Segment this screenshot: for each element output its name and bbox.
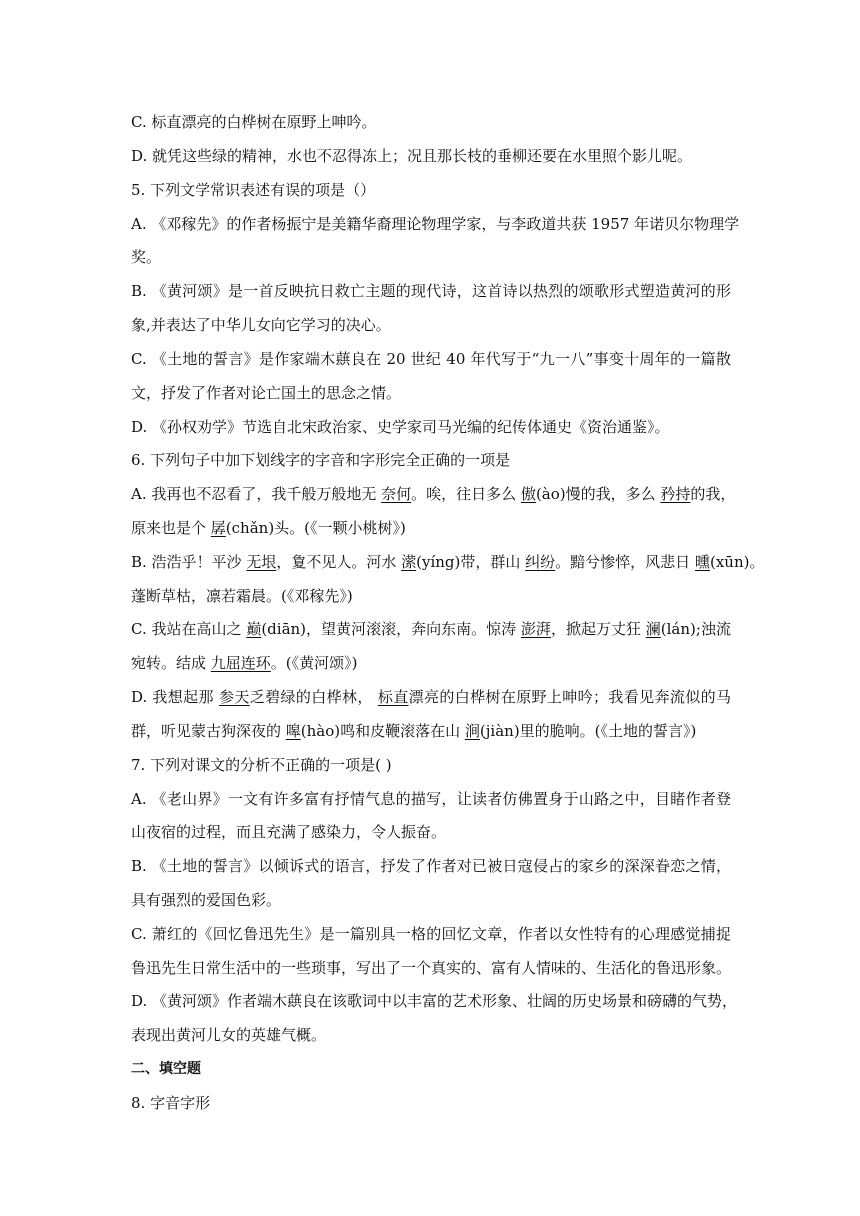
option-text: B. 《土地的誓言》以倾诉式的语言，抒发了作者对已被日寇侵占的家乡的深深眷恋之情， [131, 857, 731, 875]
text-run: 。唉，往日多么 [411, 485, 521, 503]
text-run: (ào)慢的我，多么 [535, 485, 661, 503]
text-run: D. 我想起那 [131, 688, 220, 706]
underlined-word: 澜 [645, 620, 661, 638]
underlined-word: 曛 [694, 553, 710, 571]
underlined-word: 涧 [464, 722, 480, 740]
underlined-word: 傲 [520, 485, 536, 503]
question-stem: 8. 字音字形 [131, 1094, 211, 1112]
underlined-word: 九屈连环 [210, 654, 271, 672]
text-run: 乏碧绿的白桦林， [249, 688, 378, 706]
option-text: C. 萧红的《回忆鲁迅先生》是一篇别具一格的回忆文章，作者以女性特有的心理感觉捕捉 [131, 925, 731, 943]
text-run: A. 我再也不忍看了，我千般万般地无 [131, 485, 382, 503]
option-text: 山夜宿的过程，而且充满了感染力，令人振奋。 [131, 823, 447, 841]
underlined-word: 孱 [210, 519, 226, 537]
underlined-word: 嗥 [285, 722, 301, 740]
option-text: C. 《土地的誓言》是作家端木蕻良在 20 世纪 40 年代写于“九一八”事变十周年的一篇散 [131, 350, 731, 368]
option-text: 文，抒发了作者对论亡国土的思念之情。 [131, 384, 402, 402]
option-text: 表现出黄河儿女的英雄气概。 [131, 1026, 327, 1044]
text-run: 漂亮的白桦树在原野上呻吟；我看见奔流似的马 [408, 688, 731, 706]
question-stem: 7. 下列对课文的分析不正确的一项是( ) [131, 756, 392, 774]
option-text: A. 《老山界》一文有许多富有抒情气息的描写，让读者仿佛置身于山路之中，目睹作者登 [131, 790, 731, 808]
text-run: ，掀起万丈狂 [550, 620, 646, 638]
option-text [131, 483, 736, 505]
underlined-word: 奈何 [381, 485, 412, 503]
option-text: 象,并表达了中华儿女向它学习的决心。 [131, 316, 391, 334]
option-text: 蓬断草枯，凛若霜晨。(《邓稼先》) [131, 587, 353, 605]
text-run: (hào)鸣和皮鞭滚落在山 [300, 722, 465, 740]
option-text [131, 618, 731, 640]
option-text [131, 652, 731, 674]
question-stem: 5. 下列文学常识表述有误的项是（） [131, 181, 376, 199]
option-text: A. 《邓稼先》的作者杨振宁是美籍华裔理论物理学家，与李政道共获 1957 年诺贝尔物理学 [131, 215, 740, 233]
option-text [131, 686, 731, 708]
text-run: 原来也是个 [131, 519, 211, 537]
underlined-word: 纠纷 [525, 553, 556, 571]
text-run: 的我， [690, 485, 736, 503]
section-heading: 二、填空题 [131, 1061, 201, 1077]
option-text: D. 就凭这些绿的精神，水也不忍得冻上；况且那长枝的垂柳还要在水里照个影儿呢。 [131, 147, 693, 165]
text-run: 群，听见蒙古狗深夜的 [131, 722, 286, 740]
text-run: (lán);浊流 [660, 620, 731, 638]
text-run: 。黯兮惨悴，风悲日 [555, 553, 695, 571]
option-text: D. 《孙权劝学》节选自北宋政治家、史学家司马光编的纪传体通史《资治通鉴》。 [131, 418, 670, 436]
underlined-word: 标直 [377, 688, 409, 706]
option-text [131, 720, 731, 742]
text-run: 。(《黄河颂》) [270, 654, 358, 672]
underlined-word: 矜持 [660, 485, 691, 503]
option-text [131, 517, 731, 539]
text-run: (yíng)带，群山 [416, 553, 526, 571]
text-run: 宛转。结成 [131, 654, 211, 672]
text-run: (diān)，望黄河滚滚，奔向东南。惊涛 [261, 620, 521, 638]
option-text [131, 551, 765, 573]
underlined-word: 巅 [246, 620, 262, 638]
text-run: ，夐不见人。河水 [276, 553, 402, 571]
underlined-word: 参天 [219, 688, 250, 706]
option-text: B. 《黄河颂》是一首反映抗日救亡主题的现代诗，这首诗以热烈的颂歌形式塑造黄河的形 [131, 282, 731, 300]
text-run: (chǎn)头。(《一颗小桃树》) [225, 519, 406, 537]
option-text: 奖。 [131, 248, 162, 266]
question-stem: 6. 下列句子中加下划线字的字音和字形完全正确的一项是 [131, 451, 511, 469]
option-text: D. 《黄河颂》作者端木蕻良在该歌词中以丰富的艺术形象、壮阔的历史场景和磅礴的气势， [131, 992, 738, 1010]
text-run: (jiàn)里的脆响。(《土地的誓言》) [479, 722, 697, 740]
underlined-word: 澎湃 [520, 620, 551, 638]
option-text: C. 标直漂亮的白桦树在原野上呻吟。 [131, 113, 377, 131]
option-text: 鲁迅先生日常生活中的一些琐事，写出了一个真实的、富有人情味的、生活化的鲁迅形象。 [131, 959, 732, 977]
text-run: B. 浩浩乎！平沙 [131, 553, 247, 571]
underlined-word: 潆 [401, 553, 417, 571]
text-run: (xūn)。 [709, 553, 765, 571]
text-run: C. 我站在高山之 [131, 620, 247, 638]
underlined-word: 无垠 [246, 553, 277, 571]
option-text: 具有强烈的爱国色彩。 [131, 891, 282, 909]
